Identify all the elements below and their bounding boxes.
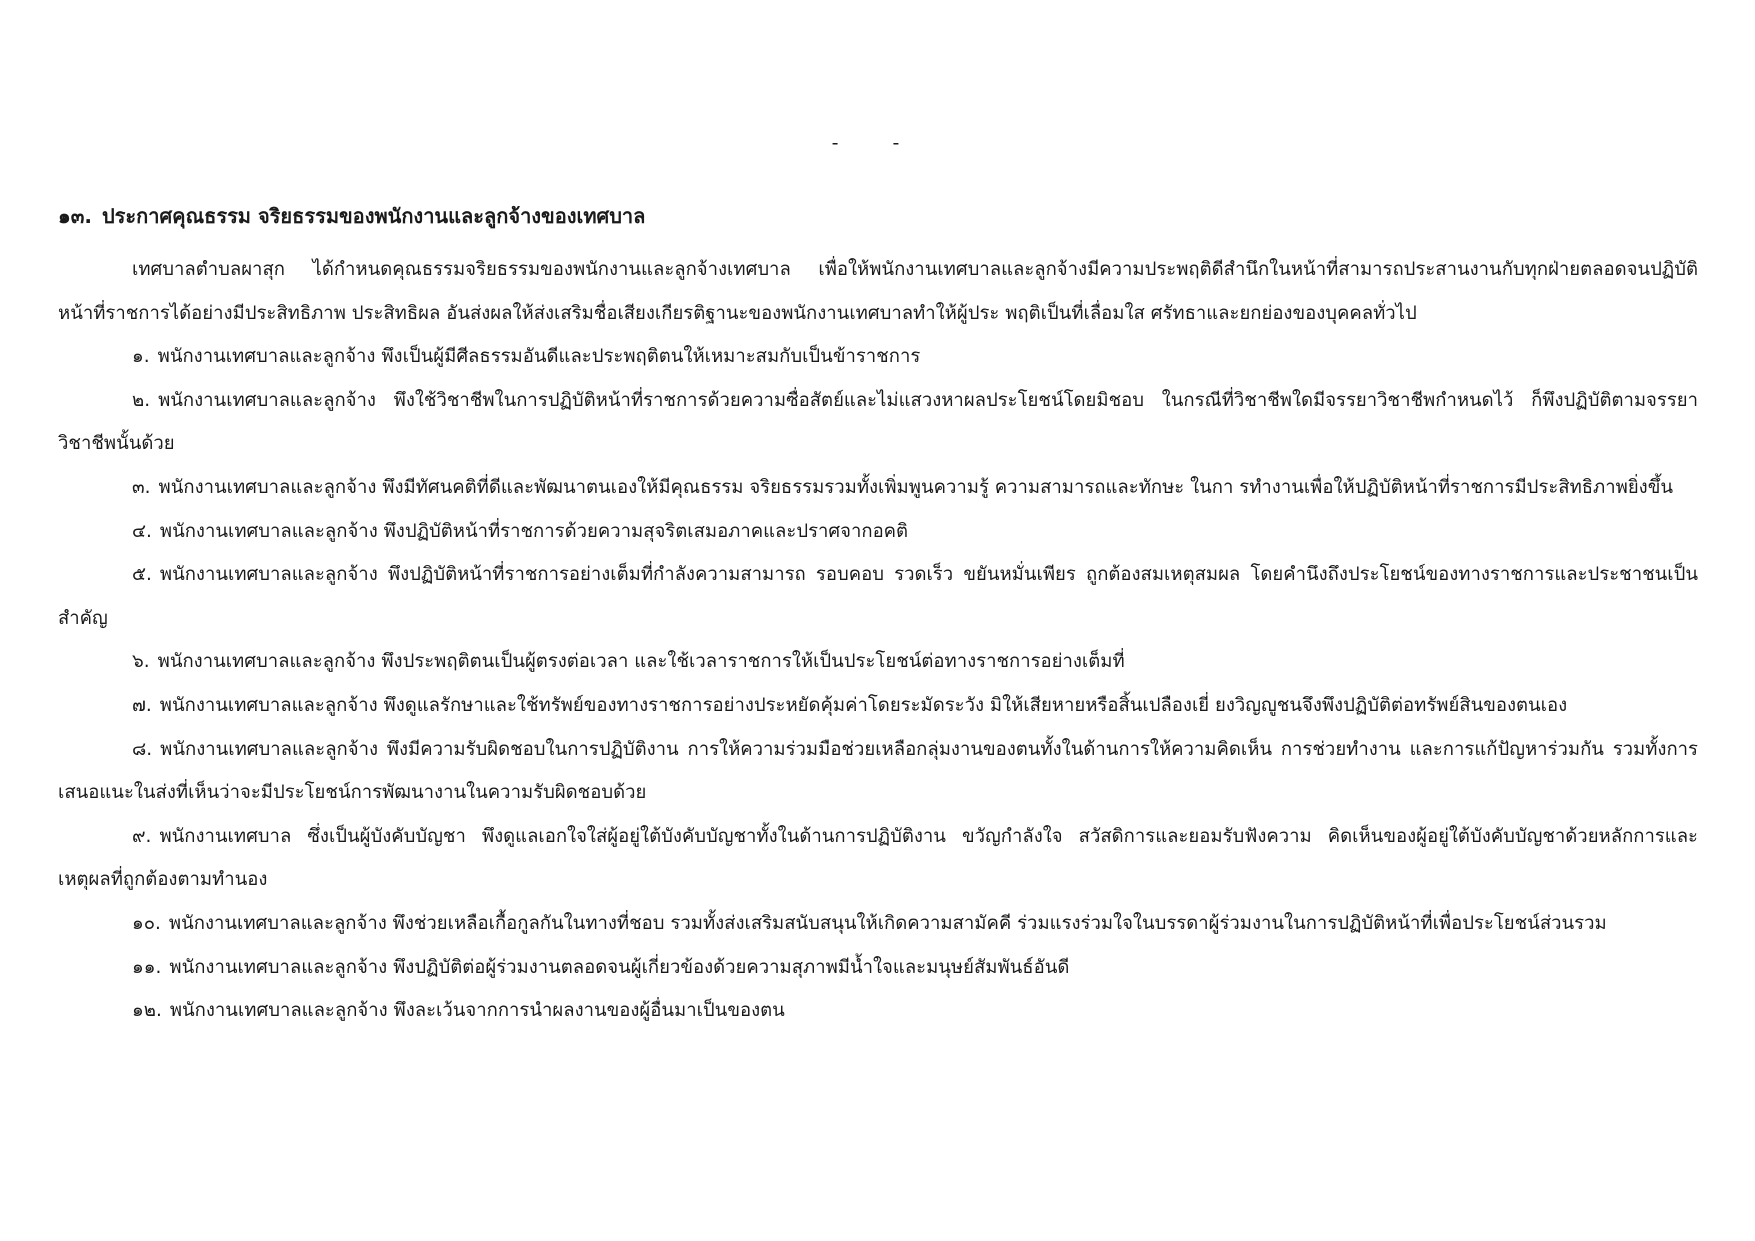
item-text: พนักงานเทศบาลและลูกจ้าง พึงดูแลรักษาและใช้ทรัพย์ของทางราชการอย่างประหยัดคุ้มค่าโดยระมัดระวัง มิให้เสียหายหรือสิ้นเปลืองเยี่ ยงวิญญูชนจึงพึงปฏิบัติต่อทรัพย์สินของตนเอง (159, 694, 1568, 716)
intro-paragraph: เทศบาลตำบลผาสุก ได้กำหนดคุณธรรมจริยธรรมของพนักงานและลูกจ้างเทศบาล เพื่อให้พนักงานเทศบาลและลูกจ้างมีความประพฤติดีสำนึกในหน้าที่สามารถประสานงานกับทุกฝ่ายตลอดจนปฏิบัติหน้าที่ราชการได้อย่างมีประสิทธิภาพ ประสิทธิผล อันส่งผลให้ส่งเสริมชื่อเสียงเกียรติฐานะของพนักงานเทศบาลทำให้ผู้ประ พฤติเป็นที่เลื่อมใส ศรัทธาและยกย่องของบุคคลทั่วไป (58, 259, 1698, 324)
item-number: ๖. (132, 651, 150, 673)
item-number: ๑. (132, 346, 150, 368)
item-number: ๑๑. (132, 956, 162, 978)
item-text: พนักงานเทศบาลและลูกจ้าง พึงปฏิบัติหน้าที่ราชการด้วยความสุจริตเสมอภาคและปราศจากอคติ (159, 520, 909, 542)
list-item (58, 684, 1698, 728)
item-number: ๓. (132, 476, 151, 498)
item-number: ๙. (132, 825, 152, 847)
item-text: พนักงานเทศบาลและลูกจ้าง พึงละเว้นจากการนำผลงานของผู้อื่นมาเป็นของตน (169, 1000, 785, 1022)
item-text: พนักงานเทศบาลและลูกจ้าง พึงปฏิบัติหน้าที่ราชการอย่างเต็มที่กำลังความสามารถ รอบคอบ รวดเร็ว ขยันหมั่นเพียร ถูกต้องสมเหตุสมผล โดยคำนึงถึงประโยชน์ของทางราชการและประชาชนเป็นสำคัญ (58, 564, 1698, 629)
item-number: ๕. (132, 564, 152, 586)
list-item (58, 989, 1698, 1033)
item-text: พนักงานเทศบาล ซึ่งเป็นผู้บังคับบัญชา พึงดูแลเอกใจใส่ผู้อยู่ใต้บังคับบัญชาทั้งในด้านการปฏิบัติงาน ขวัญกำลังใจ สวัสดิการและยอมรับฟังความ คิดเห็นของผู้อยู่ใต้บังคับบัญชาด้วยหลักการและเหตุผลที่ถูกต้องตามทำนอง (58, 825, 1698, 891)
page-number: - - (831, 132, 924, 154)
list-item (58, 335, 1698, 379)
item-number: ๗. (132, 694, 152, 716)
list-item (58, 902, 1698, 946)
item-text: พนักงานเทศบาลและลูกจ้าง พึงมีความรับผิดชอบในการปฏิบัติงาน การให้ความร่วมมือช่วยเหลือกลุ่มงานของตนทั้งในด้านการให้ความคิดเห็น การช่วยทำงาน และการแก้ปัญหาร่วมกัน รวมทั้งการเสนอแนะในส่งที่เห็นว่าจะมีประโยชน์การพัฒนางานในความรับผิดชอบด้วย (58, 738, 1698, 804)
list-item (58, 379, 1698, 466)
list-item (58, 640, 1698, 684)
list-item (58, 553, 1698, 640)
item-number: ๑๒. (132, 1000, 162, 1022)
list-item (58, 728, 1698, 815)
section-title: ประกาศคุณธรรม จริยธรรมของพนักงานและลูกจ้างของเทศบาล (101, 204, 646, 228)
document-content (58, 198, 1698, 1033)
list-item (58, 510, 1698, 554)
section-number: ๑๓. (58, 204, 92, 228)
item-number: ๘. (132, 738, 153, 760)
item-text: พนักงานเทศบาลและลูกจ้าง พึงมีทัศนคติที่ดีและพัฒนาตนเองให้มีคุณธรรม จริยธรรมรวมทั้งเพิ่มพูนความรู้ ความสามารถและทักษะ ในกา รทำงานเพื่อให้ปฏิบัติหน้าที่ราชการมีประสิทธิภาพยิ่งขึ้น (158, 476, 1673, 498)
item-text: พนักงานเทศบาลและลูกจ้าง พึงใช้วิชาชีพในการปฏิบัติหน้าที่ราชการด้วยความซื่อสัตย์และไม่แสวงหาผลประโยชน์โดยมิชอบ ในกรณีที่วิชาชีพใดมีจรรยาวิชาชีพกำหนดไว้ ก็พึงปฏิบัติตามจรรยาวิชาชีพนั้นด้วย (58, 389, 1698, 455)
item-text: พนักงานเทศบาลและลูกจ้าง พึงปฏิบัติต่อผู้ร่วมงานตลอดจนผู้เกี่ยวข้องด้วยความสุภาพมีน้ำใจและมนุษย์สัมพันธ์อันดี (169, 956, 1070, 978)
item-number: ๒. (132, 389, 151, 411)
item-number: ๑๐. (132, 912, 161, 934)
item-number: ๔. (132, 520, 152, 542)
item-text: พนักงานเทศบาลและลูกจ้าง พึงเป็นผู้มีศีลธรรมอันดีและประพฤติตนให้เหมาะสมกับเป็นข้าราชการ (157, 346, 921, 368)
section-heading (58, 198, 1698, 234)
list-item (58, 466, 1698, 510)
item-text: พนักงานเทศบาลและลูกจ้าง พึงประพฤติตนเป็นผู้ตรงต่อเวลา และใช้เวลาราชการให้เป็นประโยชน์ต่อทางราชการอย่างเต็มที่ (157, 651, 1125, 673)
item-text: พนักงานเทศบาลและลูกจ้าง พึงช่วยเหลือเกื้อกูลกันในทางที่ชอบ รวมทั้งส่งเสริมสนับสนุนให้เกิดความสามัคคี ร่วมแรงร่วมใจในบรรดาผู้ร่วมงานในการปฏิบัติหน้าที่เพื่อประโยชน์ส่วนรวม (168, 912, 1607, 934)
list-item (58, 946, 1698, 990)
list-item (58, 815, 1698, 902)
